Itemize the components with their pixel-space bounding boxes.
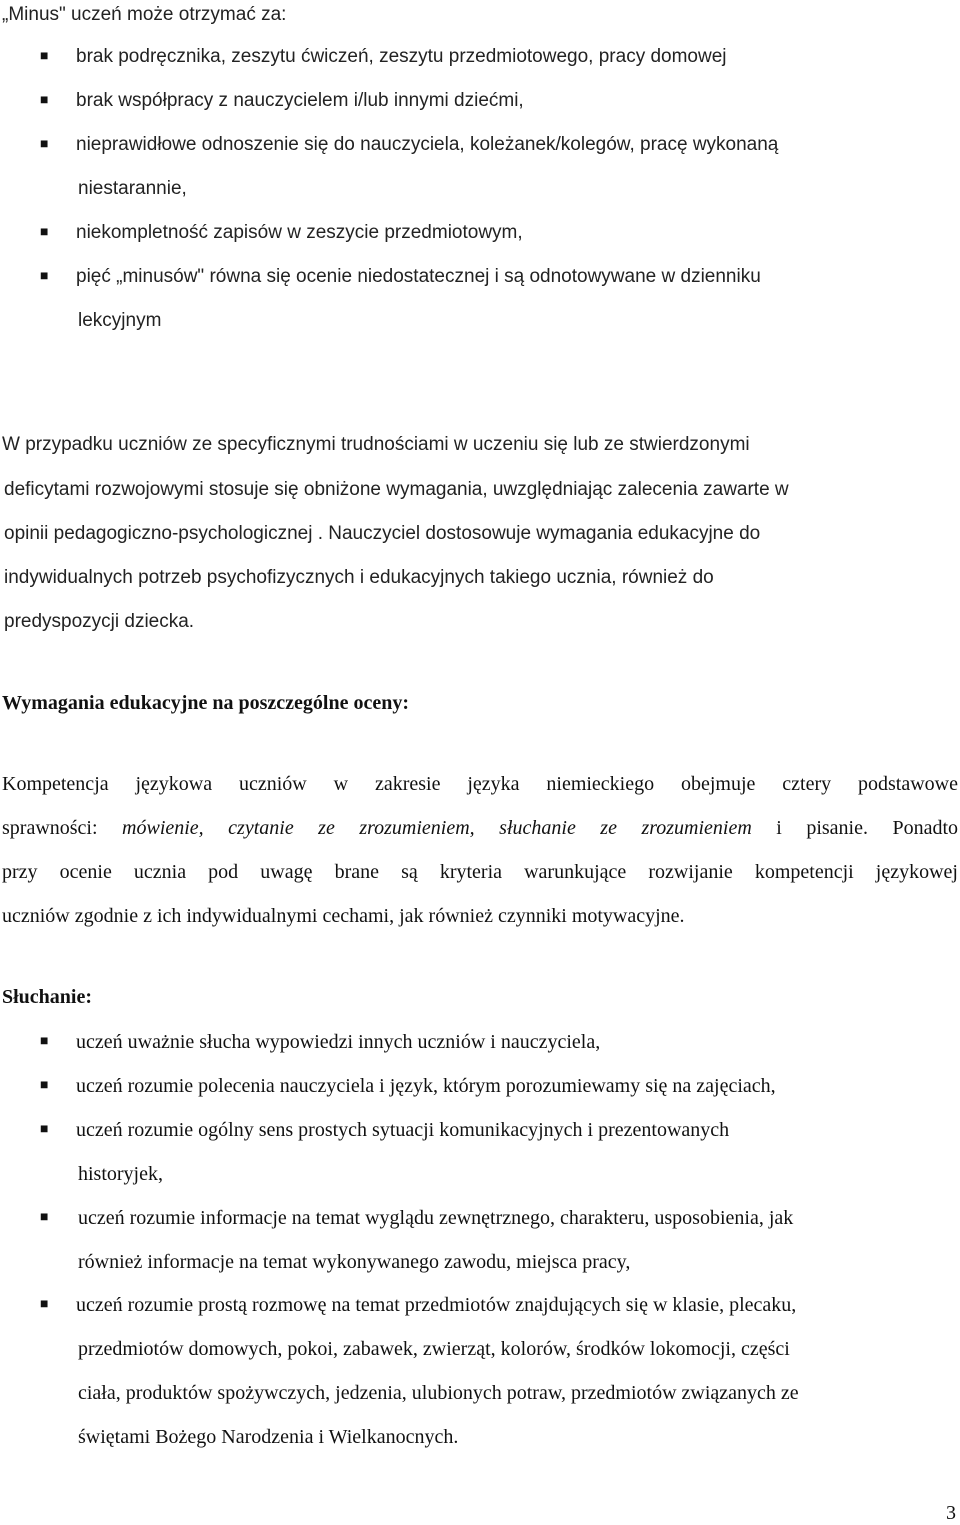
- minus-item-3-line-1: nieprawidłowe odnoszenie się do nauczyciela, koleżanek/kolegów, pracę wykonaną: [76, 134, 779, 155]
- competence-line-2-prefix: sprawności:: [2, 817, 123, 839]
- minus-item-1-line-1: brak podręcznika, zeszytu ćwiczeń, zeszytu przedmiotowego, pracy domowej: [76, 46, 727, 67]
- listening-heading: Słuchanie:: [2, 986, 93, 1008]
- bullet-icon: ■: [40, 1078, 49, 1093]
- minus-item-3-line-2: niestarannie,: [78, 178, 187, 199]
- listening-item-5-line-1: uczeń rozumie prostą rozmowę na temat przedmiotów znajdujących się w klasie, plecaku,: [76, 1294, 797, 1316]
- listening-item-5-line-3: ciała, produktów spożywczych, jedzenia, ulubionych potraw, przedmiotów związanych ze: [78, 1382, 799, 1404]
- minus-item-4-line-1: niekompletność zapisów w zeszycie przedmiotowym,: [76, 222, 523, 243]
- minus-intro: „Minus" uczeń może otrzymać za:: [2, 4, 287, 25]
- skill-reading: czytanie ze zrozumieniem,: [228, 817, 475, 839]
- competence-line-3: przy ocenie ucznia pod uwagę brane są kryteria warunkujące rozwijanie kompetencji językowej: [2, 861, 958, 883]
- minus-item-5-line-1: pięć „minusów" równa się ocenie niedostatecznej i są odnotowywane w dzienniku: [76, 266, 761, 287]
- bullet-icon: ■: [40, 1297, 49, 1312]
- bullet-icon: ■: [40, 1122, 49, 1137]
- bullet-icon: ■: [40, 1034, 49, 1049]
- listening-item-3-line-2: historyjek,: [78, 1163, 163, 1185]
- competence-line-1: Kompetencja językowa uczniów w zakresie języka niemieckiego obejmuje cztery podstawowe: [2, 773, 958, 795]
- bullet-icon: ■: [40, 269, 49, 284]
- listening-item-2-line-1: uczeń rozumie polecenia nauczyciela i język, którym porozumiewamy się na zajęciach,: [76, 1075, 776, 1097]
- skill-listening: słuchanie ze zrozumieniem: [499, 817, 752, 839]
- bullet-icon: ■: [40, 93, 49, 108]
- bullet-icon: ■: [40, 49, 49, 64]
- special-needs-line-1: W przypadku uczniów ze specyficznymi trudnościami w uczeniu się lub ze stwierdzonymi: [2, 434, 750, 455]
- listening-item-4-line-2: również informacje na temat wykonywanego zawodu, miejsca pracy,: [78, 1251, 631, 1273]
- requirements-heading: Wymagania edukacyjne na poszczególne oceny:: [2, 692, 410, 714]
- bullet-icon: ■: [40, 1210, 49, 1225]
- competence-line-2-suffix: i pisanie. Ponadto: [751, 817, 959, 839]
- bullet-icon: ■: [40, 225, 49, 240]
- listening-item-4-line-1: uczeń rozumie informacje na temat wyglądu zewnętrznego, charakteru, usposobienia, jak: [78, 1207, 794, 1229]
- skill-speaking: mówienie,: [122, 817, 204, 839]
- listening-item-3-line-1: uczeń rozumie ogólny sens prostych sytuacji komunikacyjnych i prezentowanych: [76, 1119, 730, 1141]
- bullet-icon: ■: [40, 137, 49, 152]
- special-needs-line-5: predyspozycji dziecka.: [4, 611, 195, 632]
- competence-line-2: [2, 815, 958, 841]
- page-number: 3: [946, 1502, 956, 1524]
- minus-item-5-line-2: lekcyjnym: [78, 310, 162, 331]
- competence-line-4: uczniów zgodnie z ich indywidualnymi cechami, jak również czynniki motywacyjne.: [2, 905, 685, 927]
- listening-item-5-line-4: świętami Bożego Narodzenia i Wielkanocnych.: [78, 1426, 459, 1448]
- listening-item-1-line-1: uczeń uważnie słucha wypowiedzi innych uczniów i nauczyciela,: [76, 1031, 601, 1053]
- special-needs-line-2: deficytami rozwojowymi stosuje się obniżone wymagania, uwzględniając zalecenia zawarte w: [4, 479, 789, 500]
- special-needs-line-4: indywidualnych potrzeb psychofizycznych i edukacyjnych takiego ucznia, również do: [4, 567, 714, 588]
- special-needs-line-3: opinii pedagogiczno-psychologicznej . Nauczyciel dostosowuje wymagania edukacyjne do: [4, 523, 761, 544]
- listening-item-5-line-2: przedmiotów domowych, pokoi, zabawek, zwierząt, kolorów, środków lokomocji, części: [78, 1338, 790, 1360]
- minus-item-2-line-1: brak współpracy z nauczycielem i/lub innymi dziećmi,: [76, 90, 524, 111]
